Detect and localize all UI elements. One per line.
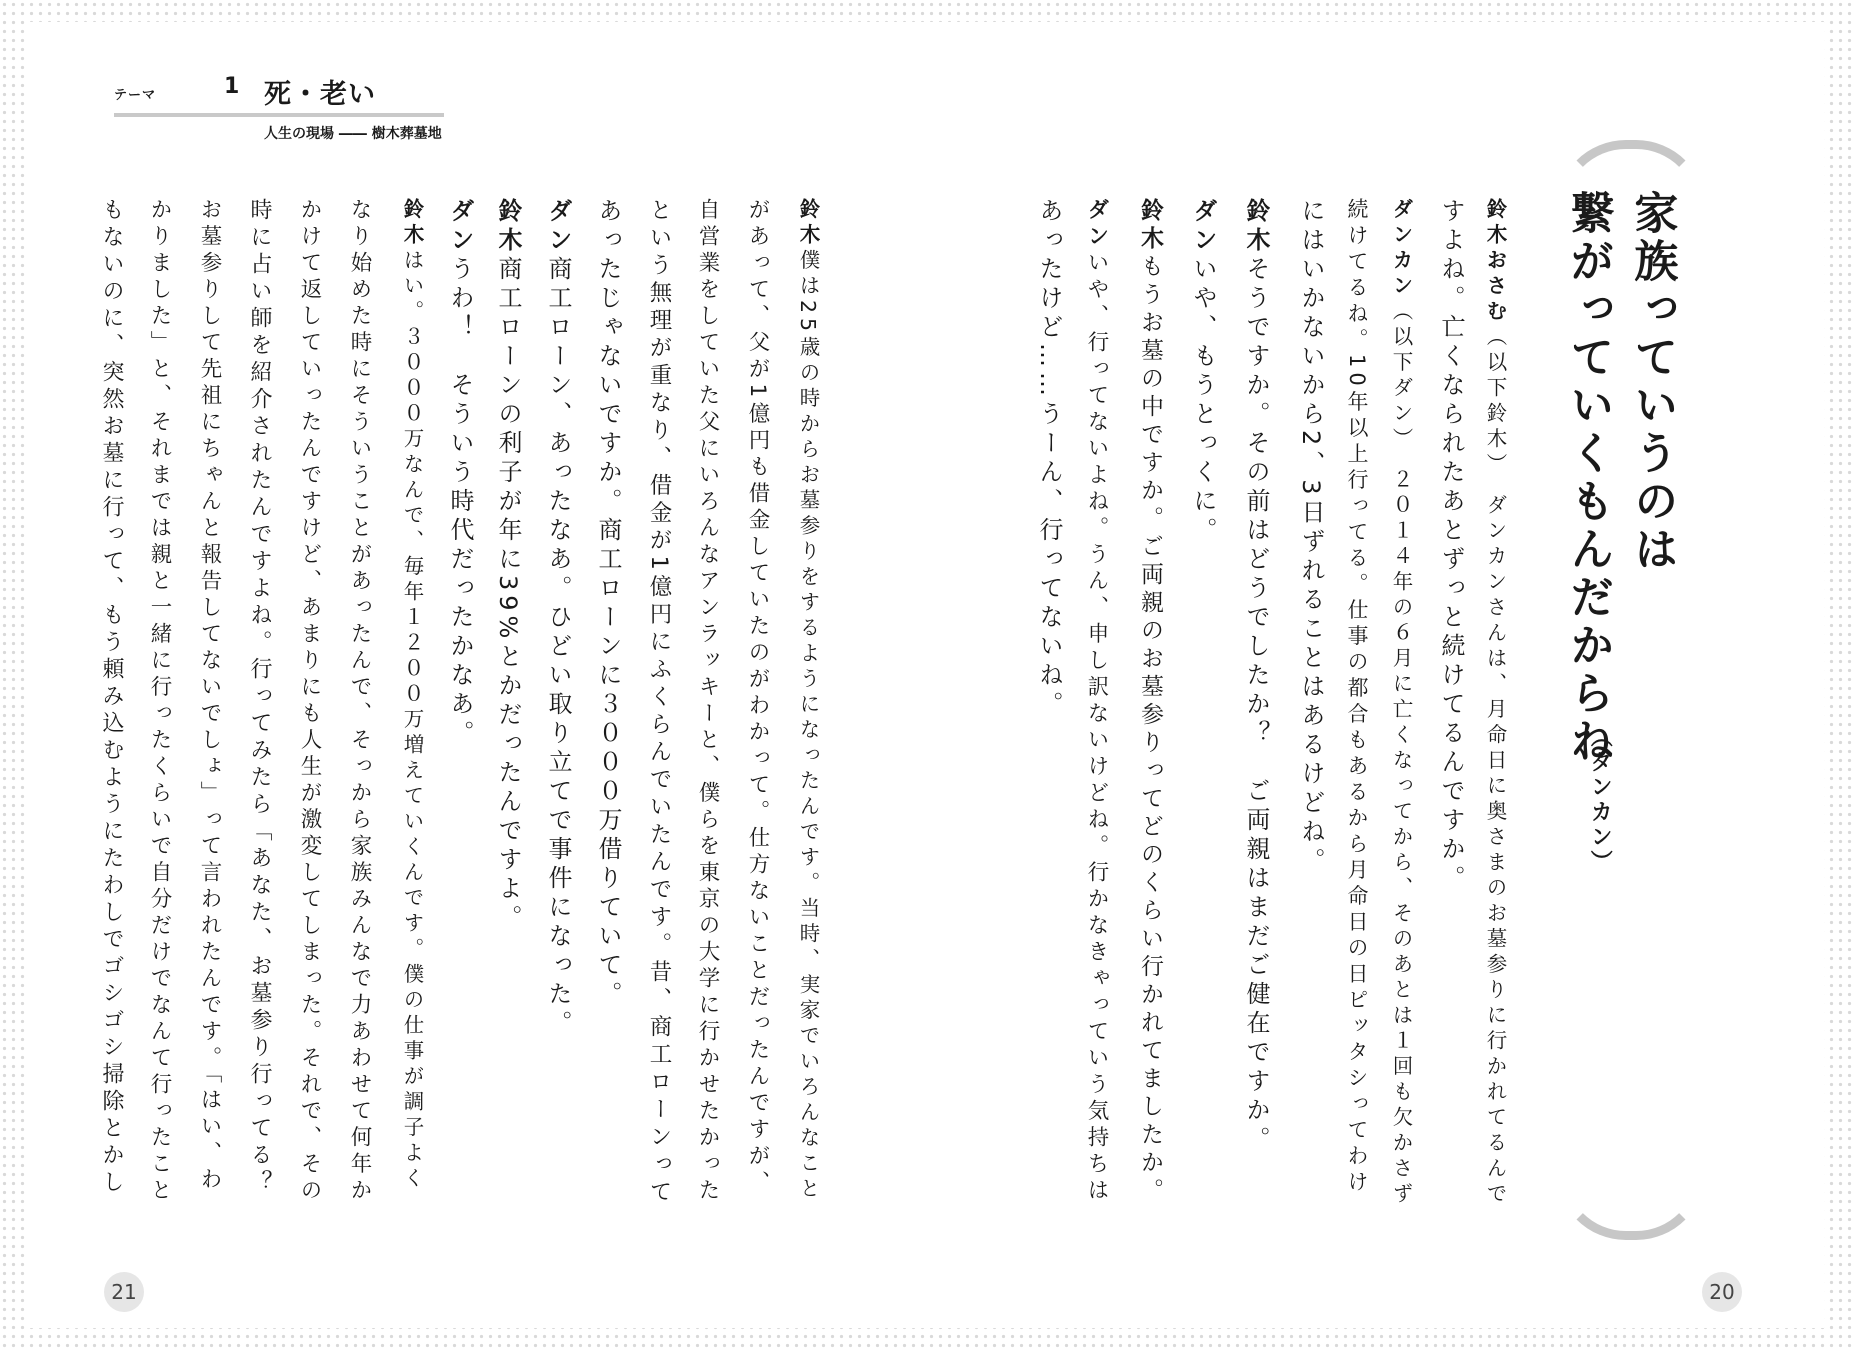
column-text: かりました」と、それまでは親と一緒に行ったくらいで自分だけでなんて行ったこと <box>147 198 172 1205</box>
column-text: という無理が重なり、借金が1億円にふくらんでいたんです。昔、商工ローンって <box>646 198 672 1208</box>
column-text: いや、もうとっくに。 <box>1189 256 1217 546</box>
column-text: はい。３０００万なんで、毎年１２００万増えていくんです。僕の仕事が調子よく <box>400 249 424 1193</box>
column-text: 続けてるね。10年以上行ってる。仕事の都合もあるから月命日の日ピッタシってわけ <box>1345 198 1369 1197</box>
speaker-label: 鈴木 <box>1137 198 1163 254</box>
speaker-label: ダン <box>1084 198 1109 251</box>
text-column <box>694 198 720 1205</box>
speaker-label: ダン <box>544 198 572 256</box>
text-column <box>1241 198 1270 1155</box>
speaker-label: 鈴木 <box>796 198 820 249</box>
text-column <box>1083 198 1109 1205</box>
text-column <box>399 198 424 1193</box>
text-column <box>1296 198 1325 877</box>
text-column <box>445 198 474 749</box>
speaker-label: ダン <box>446 198 474 256</box>
theme-title: 死・老い <box>264 79 376 110</box>
column-text: もうお墓の中ですか。ご両親のお墓参りってどのくらい行かれてましたか。 <box>1137 254 1163 1206</box>
theme-number: 1 <box>224 74 240 99</box>
speaker-label: ダンカン <box>1389 198 1413 300</box>
text-column <box>744 198 770 1197</box>
speaker-label: 鈴木おさむ <box>1483 198 1507 326</box>
column-text: もないのに、突然お墓に行って、もう頼み込むようにたわしでゴシゴシ掃除とかし <box>99 198 124 1197</box>
text-column <box>1188 198 1217 546</box>
theme-label: テーマ <box>114 88 157 103</box>
column-text: あったけど……うーん、行ってないね。 <box>1035 198 1063 720</box>
text-column <box>543 198 572 1039</box>
column-text: （以下鈴木） ダンカンさんは、月命日に奥さまのお墓参りに行かれてるんで <box>1483 325 1507 1208</box>
column-text: 僕は25歳の時からお墓参りをするようになったんです。当時、実家でいろんなこと <box>796 249 820 1204</box>
column-text: 商工ローン、あったなあ。ひどい取り立てで事件になった。 <box>544 256 572 1039</box>
column-text: お墓参りして先祖にちゃんと報告してないでしょ」って言われたんです。「はい、わ <box>197 198 222 1195</box>
text-column <box>346 198 372 1205</box>
speaker-label: 鈴木 <box>1242 198 1270 256</box>
speaker-label: 鈴木 <box>400 198 424 249</box>
column-text: 自営業をしていた父にいろんなアンラッキーと、僕らを東京の大学に行かせたかった <box>695 198 720 1205</box>
column-text: 商工ローンの利子が年に39%とかだったんですよ。 <box>494 256 522 934</box>
column-text: あったじゃないですか。商工ローンに３０００万借りていて。 <box>594 198 622 1010</box>
speaker-label: ダン <box>1189 198 1217 256</box>
column-text: があって、父が1億円も借金していたのがわかって。仕方ないことだったんですが、 <box>745 198 770 1198</box>
text-column <box>1344 198 1369 1197</box>
text-column <box>645 198 672 1207</box>
text-column <box>795 198 820 1203</box>
text-column <box>1388 198 1413 1208</box>
text-column <box>1436 198 1465 894</box>
text-column <box>246 198 272 1197</box>
text-column <box>1135 198 1163 1206</box>
column-text: うわ！ そういう時代だったかなあ。 <box>446 256 474 749</box>
column-text: 時に占い師を紹介されたんですよね。行ってみたら「あなた、お墓参り行ってる？ <box>247 198 272 1197</box>
text-column <box>593 198 622 1010</box>
text-column <box>1034 198 1063 720</box>
column-text: そうですか。その前はどうでしたか？ ご両親はまだご健在ですか。 <box>1242 256 1270 1155</box>
column-text: にはいかないから2、3日ずれることはあるけどね。 <box>1297 198 1325 877</box>
text-column <box>493 198 522 933</box>
text-column <box>1482 198 1507 1208</box>
text-column <box>146 198 172 1205</box>
text-column <box>296 198 322 1205</box>
title-line-1: 家族っていうのは <box>1626 190 1678 574</box>
column-text: いや、行ってないよね。うん、申し訳ないけどね。行かなきゃっていう気持ちは <box>1084 251 1109 1205</box>
title-line-2: 繋がっていくもんだからね <box>1562 190 1614 766</box>
column-text: すよね。亡くなられたあとずっと続けてるんですか。 <box>1437 198 1465 894</box>
column-text: かけて返していったんですけど、あまりにも人生が激変してしまった。それで、その <box>297 198 322 1205</box>
header-subtitle: 人生の現場 ―― 樹木葬墓地 <box>264 126 442 142</box>
text-column <box>98 198 124 1197</box>
page-number-right: 20 <box>1702 1272 1742 1312</box>
header-rule <box>114 113 444 117</box>
page-number-left: 21 <box>104 1272 144 1312</box>
text-column <box>196 198 222 1194</box>
title-attribution: （ダンカン） <box>1587 725 1613 875</box>
speaker-label: 鈴木 <box>494 198 522 256</box>
column-text: （以下ダン） ２０１４年の６月に亡くなってから、そのあとは１回も欠かさず <box>1389 300 1413 1208</box>
column-text: なり始めた時にそういうことがあったんで、そっから家族みんなで力あわせて何年か <box>347 198 372 1205</box>
